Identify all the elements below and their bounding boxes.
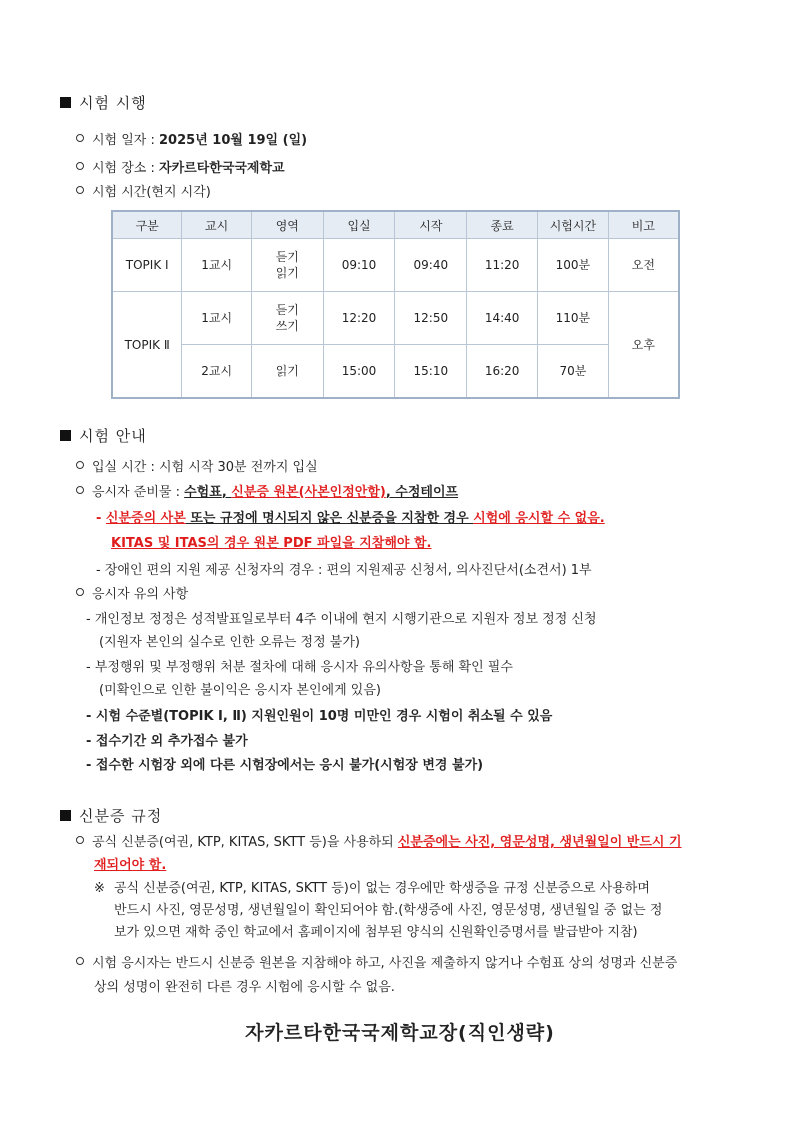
circle-bullet-icon [76,957,84,965]
start-cell: 15:10 [395,345,467,399]
exam-venue-line: 시험 장소 : 자카르타한국국제학교 [76,160,285,178]
section-id-rules-heading: 신분증 규정 [60,805,162,826]
start-cell: 12:50 [395,292,467,345]
id-original-rule-line-continued: 상의 성명이 완전히 다른 경우 시험에 응시할 수 없음. [94,980,395,995]
caution-item: - 시험 수준별(TOPIK Ⅰ, Ⅱ) 지원인원이 10명 미만인 경우 시험이 취소될 수 있음 [86,709,553,724]
exam-date-line: 시험 일자 : 2025년 10월 19일 (일) [76,132,307,150]
entry-cell: 15:00 [323,345,395,399]
preparation-line: 응시자 준비물 : 수험표, 신분증 원본(사본인정안함), 수정테이프 [76,484,458,502]
exam-time-line: 시험 시간(현지 시각) [76,184,211,202]
duration-cell: 70분 [538,345,609,399]
circle-bullet-icon [76,836,84,844]
circle-bullet-icon [76,486,84,494]
area-cell: 듣기 쓰기 [251,292,323,345]
column-header: 시작 [395,211,467,239]
square-bullet-icon [60,810,71,821]
circle-bullet-icon [76,186,84,194]
circle-bullet-icon [76,588,84,596]
note-cell: 오전 [608,239,679,292]
disabled-support-line: - 장애인 편의 지원 제공 신청자의 경우 : 편의 지원제공 신청서, 의사진단서(소견서) 1부 [96,563,592,578]
table-row [112,345,679,399]
issuer-signature: 자카르타한국국제학교장(직인생략) [245,1022,555,1044]
circle-bullet-icon [76,134,84,142]
note-cell: 오후 [608,292,679,399]
note-mark: ※ [94,881,105,896]
area-cell: 읽기 [251,345,323,399]
column-header: 종료 [467,211,538,239]
table-header-row [112,211,679,239]
column-header: 영역 [251,211,323,239]
end-cell: 11:20 [467,239,538,292]
id-rule-line: 공식 신분증(여권, KTP, KITAS, SKTT 등)을 사용하되 신분증에는 사진, 영문성명, 생년월일이 반드시 기 [76,834,682,852]
section-exam-schedule-heading: 시험 시행 [60,92,147,113]
entry-time-line: 입실 시간 : 시험 시작 30분 전까지 입실 [76,459,318,477]
level-cell: TOPIK Ⅰ [112,239,182,292]
square-bullet-icon [60,430,71,441]
table-row [112,239,679,292]
note-text-line: 반드시 사진, 영문성명, 생년월일이 확인되어야 함.(학생증에 사진, 영문성명, 생년월일 중 없는 정 [114,903,663,918]
start-cell: 09:40 [395,239,467,292]
id-rule-line-continued: 재되어야 함. [94,858,167,873]
note-text-line: 공식 신분증(여권, KTP, KITAS, SKTT 등)이 없는 경우에만 학생증을 규정 신분증으로 사용하며 [114,881,650,896]
period-cell: 1교시 [182,239,252,292]
exam-date: 2025년 10월 19일 (일) [159,133,308,148]
caution-item: - 부정행위 및 부정행위 처분 절차에 대해 응시자 유의사항을 통해 확인 필수 [86,660,513,675]
kitas-warning-line: KITAS 및 ITAS의 경우 원본 PDF 파일을 지참해야 함. [111,536,432,551]
exam-schedule-table [111,210,680,399]
caution-item: - 접수기간 외 추가접수 불가 [86,734,248,749]
circle-bullet-icon [76,162,84,170]
caution-sub-item: (미확인으로 인한 불이익은 응시자 본인에게 있음) [99,683,381,698]
caution-item: - 개인정보 정정은 성적발표일로부터 4주 이내에 현지 시행기관으로 지원자 정보 정정 신청 [86,612,597,627]
column-header: 입실 [323,211,395,239]
entry-cell: 09:10 [323,239,395,292]
section-exam-guide-heading: 시험 안내 [60,425,147,446]
student-id-note [114,878,754,944]
note-text-line: 보가 있으면 재학 중인 학교에서 홈페이지에 첨부된 양식의 신원확인증명서를 발급받아 지참) [114,925,638,940]
period-cell: 2교시 [182,345,252,399]
cautions-title-line: 응시자 유의 사항 [76,586,188,604]
exam-venue: 자카르타한국국제학교 [159,161,285,176]
id-warning-line: - 신분증의 사본 또는 규정에 명시되지 않은 신분증을 지참한 경우 시험에 응시할 수 없음. [96,511,605,526]
square-bullet-icon [60,97,71,108]
period-cell: 1교시 [182,292,252,345]
id-original-rule-line: 시험 응시자는 반드시 신분증 원본을 지참해야 하고, 사진을 제출하지 않거나 수험표 상의 성명과 신분증 [76,955,677,973]
column-header: 구분 [112,211,182,239]
area-cell: 듣기 읽기 [251,239,323,292]
duration-cell: 110분 [538,292,609,345]
duration-cell: 100분 [538,239,609,292]
circle-bullet-icon [76,461,84,469]
caution-item: - 접수한 시험장 외에 다른 시험장에서는 응시 불가(시험장 변경 불가) [86,758,484,773]
column-header: 시험시간 [538,211,609,239]
end-cell: 16:20 [467,345,538,399]
column-header: 비고 [608,211,679,239]
table-row [112,292,679,345]
caution-sub-item: (지원자 본인의 실수로 인한 오류는 정정 불가) [99,635,360,650]
column-header: 교시 [182,211,252,239]
level-cell: TOPIK Ⅱ [112,292,182,399]
entry-cell: 12:20 [323,292,395,345]
end-cell: 14:40 [467,292,538,345]
